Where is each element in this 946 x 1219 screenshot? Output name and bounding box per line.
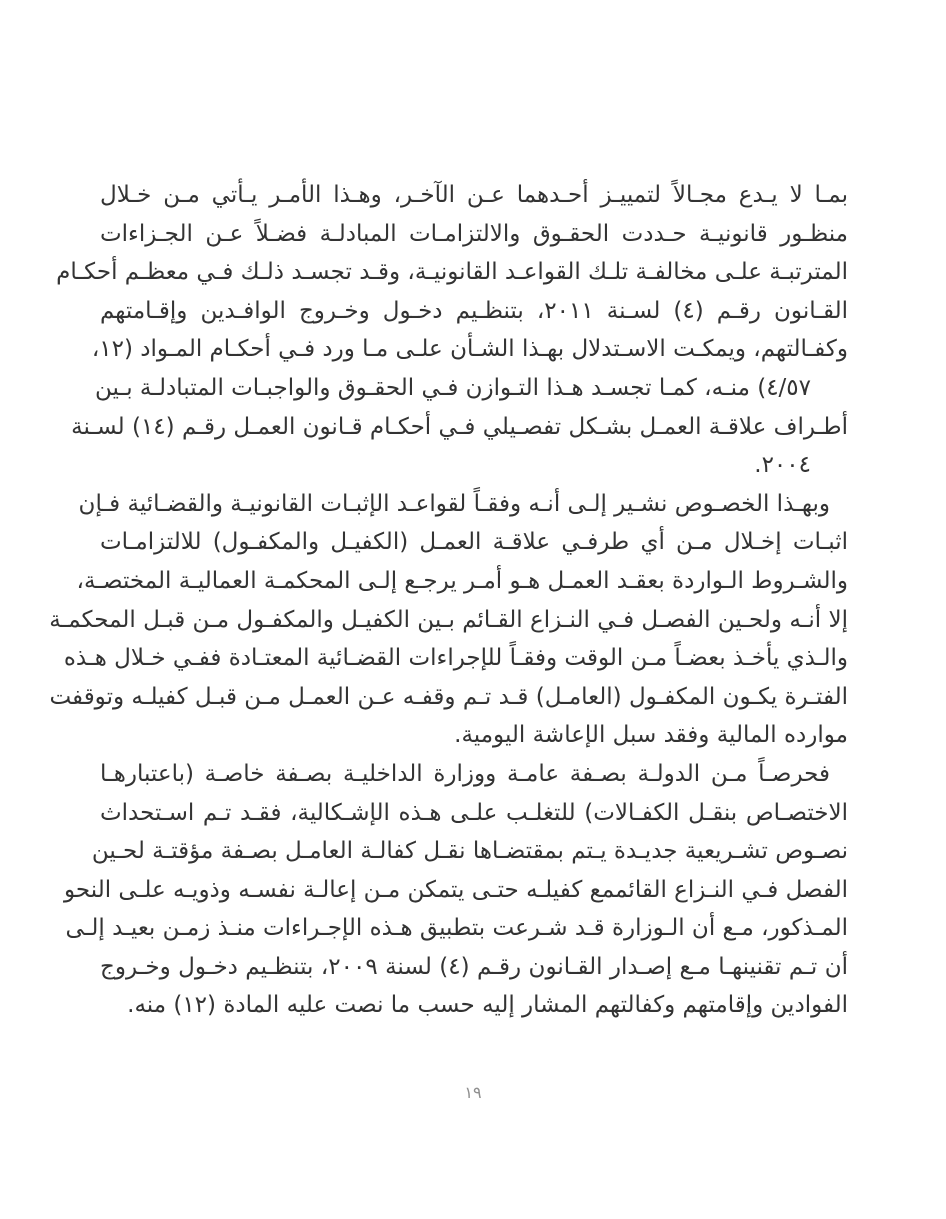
paragraph <box>64 755 848 1025</box>
text-line: منظـور قانونيـة حـددت الحقـوق والالتزامـات المبادلـة فضـلاً عـن الجـزاءات <box>100 220 848 247</box>
page-number: ١٩ <box>464 1083 482 1102</box>
text-line: أطـراف علاقـة العمـل بشـكل تفصـيلي فـي أحكـام قـانون العمـل رقـم (١٤) لسـنة <box>71 413 848 440</box>
text-line: القـانون رقـم (٤) لسـنة ٢٠١١، بتنظـيم دخـول وخـروج الوافـدين وإقـامتهم <box>100 297 848 324</box>
text-line: الاختصـاص بنقـل الكفـالات) للتغلـب علـى هـذه الإشـكالية، فقـد تـم اسـتحداث <box>100 799 848 826</box>
document-text-block <box>49 176 848 1025</box>
text-line: والشـروط الـواردة بعقـد العمـل هـو أمـر يرجـع إلـى المحكمـة العماليـة المختصـة، <box>76 567 848 594</box>
text-line: الفصل فـي النـزاع القائممع كفيلـه حتـى يتمكن مـن إعالـة نفسـه وذويـه علـى النحو <box>64 876 848 903</box>
text-line: موارده المالية وفقد سبل الإعاشة اليومية. <box>454 722 848 749</box>
text-line: ٢٠٠٤. <box>754 452 811 479</box>
text-line: وبهـذا الخصـوص نشـير إلـى أنـه وفقـاً لقواعـد الإثبـات القانونيـة والقضـائية فـإن <box>78 490 830 517</box>
text-line: فحرصـاً مـن الدولـة بصـفة عامـة ووزارة الداخليـة بصـفة خاصـة (باعتبارهـا <box>100 760 830 787</box>
text-line: ٤/٥٧) منـه، كمـا تجسـد هـذا التـوازن فـي الحقـوق والواجبـات المتبادلـة بـين <box>95 374 811 401</box>
text-line: أن تـم تقنينهـا مـع إصـدار القـانون رقـم (٤) لسنة ٢٠٠٩، بتنظـيم دخـول وخـروج <box>100 953 848 980</box>
text-line: إلا أنـه ولحـين الفصـل فـي النـزاع القـائم بـين الكفيـل والمكفـول مـن قبـل المحكمـة <box>49 606 848 633</box>
text-line: المـذكور، مـع أن الـوزارة قـد شـرعت بتطبيق هـذه الإجـراءات منـذ زمـن بعيـد إلـى <box>65 915 848 942</box>
paragraph <box>56 176 848 485</box>
text-line: الفتـرة يكـون المكفـول (العامـل) قـد تـم وقفـه عـن العمـل مـن قبـل كفيلـه وتوقفت <box>49 683 848 710</box>
text-line: نصـوص تشـريعية جديـدة يـتم بمقتضـاها نقـل كفالـة العامـل بصـفة مؤقتـة لحـين <box>91 838 848 865</box>
text-line: المترتبـة علـى مخالفـة تلـك القواعـد القانونيـة، وقـد تجسـد ذلـك فـي معظـم أحكـام <box>56 259 848 286</box>
text-line: اثبـات إخـلال مـن أي طرفـي علاقـة العمـل (الكفيـل والمكفـول) للالتزامـات <box>100 529 848 556</box>
text-line: بمـا لا يـدع مجـالاً لتمييـز أحـدهما عـن الآخـر، وهـذا الأمـر يـأتي مـن خـلال <box>100 182 848 208</box>
text-line: الفوادين وإقامتهم وكفالتهم المشار إليه حسب ما نصت عليه المادة (١٢) منه. <box>127 992 848 1019</box>
text-line: وكفـالتهم، ويمكـت الاسـتدلال بهـذا الشـأن علـى مـا ورد فـي أحكـام المـواد (١٢، <box>91 336 848 363</box>
paragraph <box>49 485 848 755</box>
text-line: والـذي يأخـذ بعضـاً مـن الوقت وفقـاً للإجراءات القضـائية المعتـادة ففـي خـلال هـذه <box>63 645 848 672</box>
